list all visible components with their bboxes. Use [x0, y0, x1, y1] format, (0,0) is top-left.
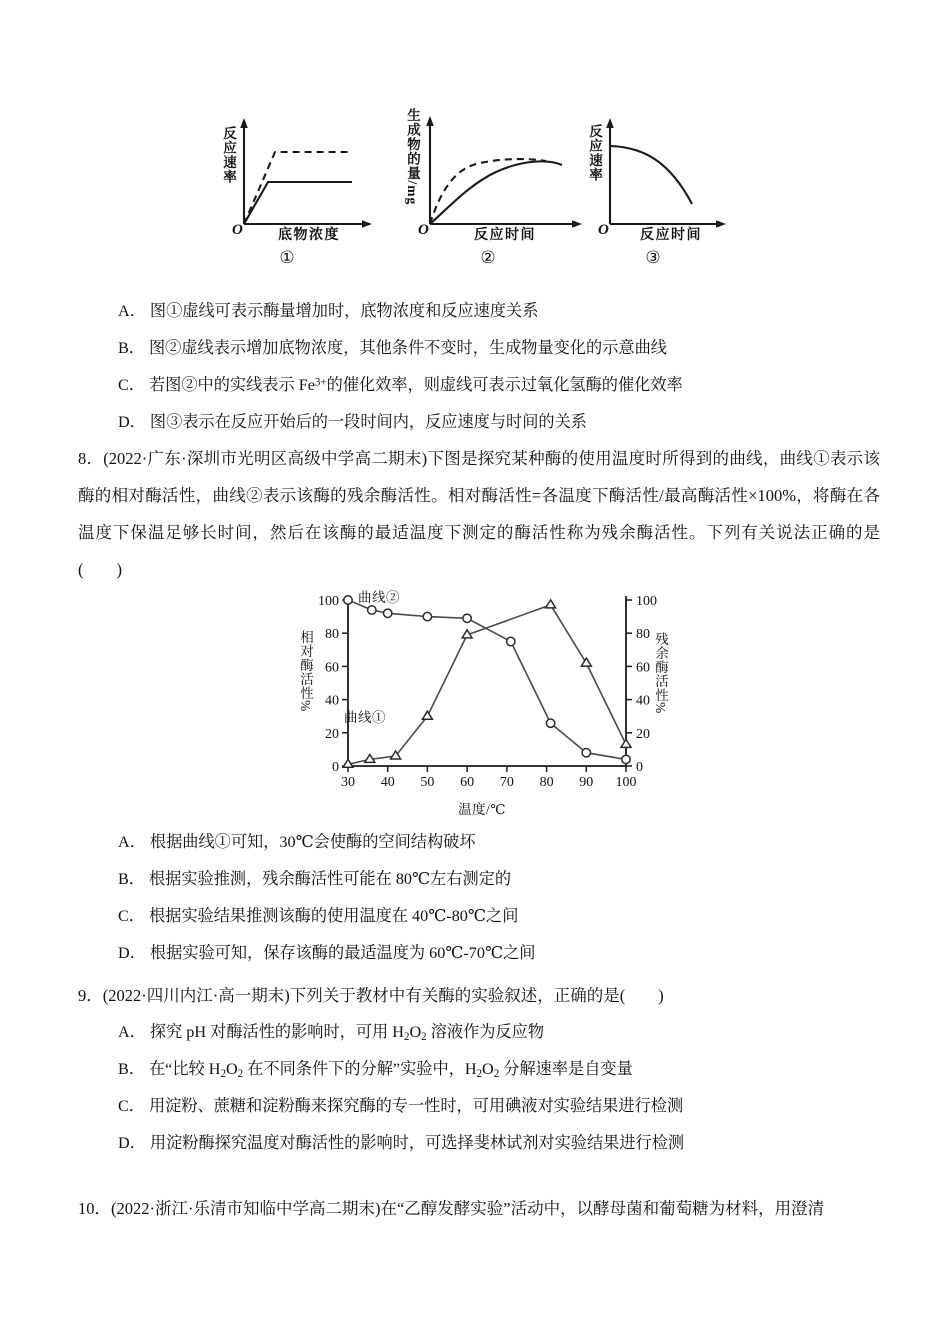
mini-chart-2-caption: ②	[480, 248, 496, 267]
series-curve-2-line	[348, 600, 626, 759]
svg-text:40: 40	[636, 693, 650, 709]
mini-chart-1-ylabel: 反应速率	[221, 126, 236, 184]
svg-text:0: 0	[332, 760, 339, 775]
mini-chart-1-origin: O	[232, 222, 243, 238]
option-label: C．	[118, 907, 145, 925]
option-label: A．	[118, 833, 146, 851]
q10-stem-text: 在“乙醇发酵实验”活动中，以酵母菌和葡萄糖为材料，用澄清	[380, 1199, 825, 1218]
series-curve-1-markers	[343, 600, 631, 767]
option-label: C．	[118, 376, 145, 394]
svg-text:80: 80	[325, 627, 339, 643]
q8-chart-ylabel-left: 相对酶活性%	[298, 630, 313, 712]
q8-options	[0, 824, 950, 972]
q8-stem-text: 下图是探究某种酶的使用温度时所得到的曲线，曲线①表示该酶的相对酶活性，曲线②表示该酶的残余酶活性。相对酶活性=各温度下酶活性/最高酶活性×100%，将酶在各温度下保温足够长时间，然后在该酶的最适温度下测定的酶活性称为残余酶活性。下列有关说法正确的是( )	[78, 449, 881, 579]
q10-source: (2022·浙江·乐清市知临中学高二期末)	[111, 1199, 381, 1218]
option-row[interactable]	[118, 404, 950, 441]
mini-chart-1-xlabel: 底物浓度	[278, 228, 340, 243]
svg-text:60: 60	[325, 660, 339, 676]
mini-chart-3-origin: O	[598, 222, 609, 238]
option-text: 根据实验结果推测该酶的使用温度在 40℃-80℃之间	[148, 907, 519, 925]
option-text: 探究 pH 对酶活性的影响时，可用 $H_2O_2$ 溶液作为反应物	[149, 1023, 545, 1044]
q8-chart-ylabel-right: 残余酶活性%	[653, 632, 668, 714]
svg-text:40: 40	[380, 775, 395, 790]
series-curve-2-markers	[344, 596, 630, 764]
svg-text:60: 60	[636, 660, 650, 676]
option-row[interactable]	[118, 1088, 950, 1125]
option-row[interactable]	[118, 1125, 950, 1162]
option-text: 根据实验可知，保存该酶的最适温度为 60℃-70℃之间	[149, 944, 536, 962]
option-row[interactable]	[118, 824, 950, 861]
q8-block	[0, 440, 950, 588]
q9-block	[0, 977, 950, 1162]
svg-text:60: 60	[460, 775, 475, 790]
q8-stem	[78, 440, 880, 588]
svg-text:50: 50	[420, 775, 435, 790]
svg-text:100: 100	[615, 775, 637, 790]
option-label: D．	[118, 1134, 146, 1152]
option-text: 用淀粉酶探究温度对酶活性的影响时，可选择斐林试剂对实验结果进行检测	[149, 1134, 685, 1152]
svg-text:100: 100	[636, 594, 657, 609]
q8-source: (2022·广东·深圳市光明区高级中学高二期末)	[103, 449, 428, 468]
svg-text:80: 80	[636, 627, 650, 643]
mini-chart-2-xlabel: 反应时间	[474, 228, 536, 243]
q9-stem-text: 下列关于教材中有关酶的实验叙述，正确的是( )	[289, 986, 664, 1005]
option-row[interactable]	[118, 293, 950, 330]
option-text: 根据曲线①可知，30℃会使酶的空间结构破坏	[149, 833, 476, 851]
q8-chart-annotation-curve1: 曲线①	[344, 710, 386, 725]
svg-text:30: 30	[341, 775, 355, 790]
svg-text:40: 40	[325, 693, 339, 709]
q8-number: 8．	[78, 449, 104, 468]
q9-stem	[78, 977, 878, 1014]
q10-number: 10．	[78, 1199, 111, 1218]
option-label: C．	[118, 1097, 145, 1115]
svg-text:20: 20	[636, 726, 650, 742]
option-text: 图②虚线表示增加底物浓度，其他条件不变时，生成物量变化的示意曲线	[148, 339, 667, 357]
mini-chart-1-caption: ①	[279, 248, 295, 267]
option-label: B．	[118, 1060, 145, 1078]
option-row[interactable]	[118, 898, 950, 935]
option-label: D．	[118, 413, 146, 431]
q8-chart-xlabel: 温度/℃	[458, 802, 506, 817]
mini-chart-2-origin: O	[418, 222, 429, 238]
q10-stem	[78, 1190, 892, 1227]
mini-chart-2-ylabel: 生成物的量/mg	[405, 108, 420, 206]
q7-options	[0, 293, 950, 441]
svg-text:70: 70	[499, 775, 514, 790]
q8-chart-svg	[296, 588, 668, 796]
q9-number: 9．	[78, 986, 103, 1005]
option-row[interactable]	[118, 330, 950, 367]
option-text: 用淀粉、蔗糖和淀粉酶来探究酶的专一性时，可用碘液对实验结果进行检测	[148, 1097, 684, 1115]
option-text: 图①虚线可表示酶量增加时，底物浓度和反应速度关系	[149, 302, 539, 320]
option-label: B．	[118, 339, 145, 357]
option-text: 图③表示在反应开始后的一段时间内，反应速度与时间的关系	[149, 413, 587, 431]
mini-chart-3	[574, 104, 764, 289]
mini-chart-3-ylabel: 反应速率	[587, 124, 602, 182]
option-label: B．	[118, 870, 145, 888]
q8-chart-annotation-curve2: 曲线②	[358, 590, 400, 605]
option-row[interactable]	[118, 1051, 950, 1088]
option-label: A．	[118, 302, 146, 320]
option-row[interactable]	[118, 861, 950, 898]
option-row[interactable]	[118, 367, 950, 404]
svg-text:20: 20	[325, 726, 339, 742]
option-label: D．	[118, 944, 146, 962]
q8-chart	[296, 588, 668, 817]
option-text: 若图②中的实线表示 $Fe^{3+}$的催化效率，则虚线可表示过氧化氢酶的催化效率	[148, 376, 683, 394]
figure-three-panels	[0, 104, 950, 289]
mini-chart-3-caption: ③	[645, 248, 661, 267]
option-text: 根据实验推测，残余酶活性可能在 80℃左右测定的	[148, 870, 512, 888]
option-text: 在“比较 $H_2O_2$ 在不同条件下的分解”实验中，$H_2O_2$ 分解速率是自变量	[148, 1060, 633, 1081]
mini-chart-3-xlabel: 反应时间	[640, 228, 702, 243]
option-label: A．	[118, 1023, 146, 1041]
svg-text:0: 0	[636, 760, 643, 775]
q9-source: (2022·四川内江·高一期末)	[102, 986, 290, 1005]
svg-text:90: 90	[579, 775, 594, 790]
svg-text:100: 100	[318, 594, 339, 609]
option-row[interactable]	[118, 935, 950, 972]
option-row[interactable]	[118, 1014, 950, 1051]
q10-block	[0, 1190, 950, 1227]
svg-text:80: 80	[539, 775, 554, 790]
mini-chart-1	[212, 104, 402, 289]
